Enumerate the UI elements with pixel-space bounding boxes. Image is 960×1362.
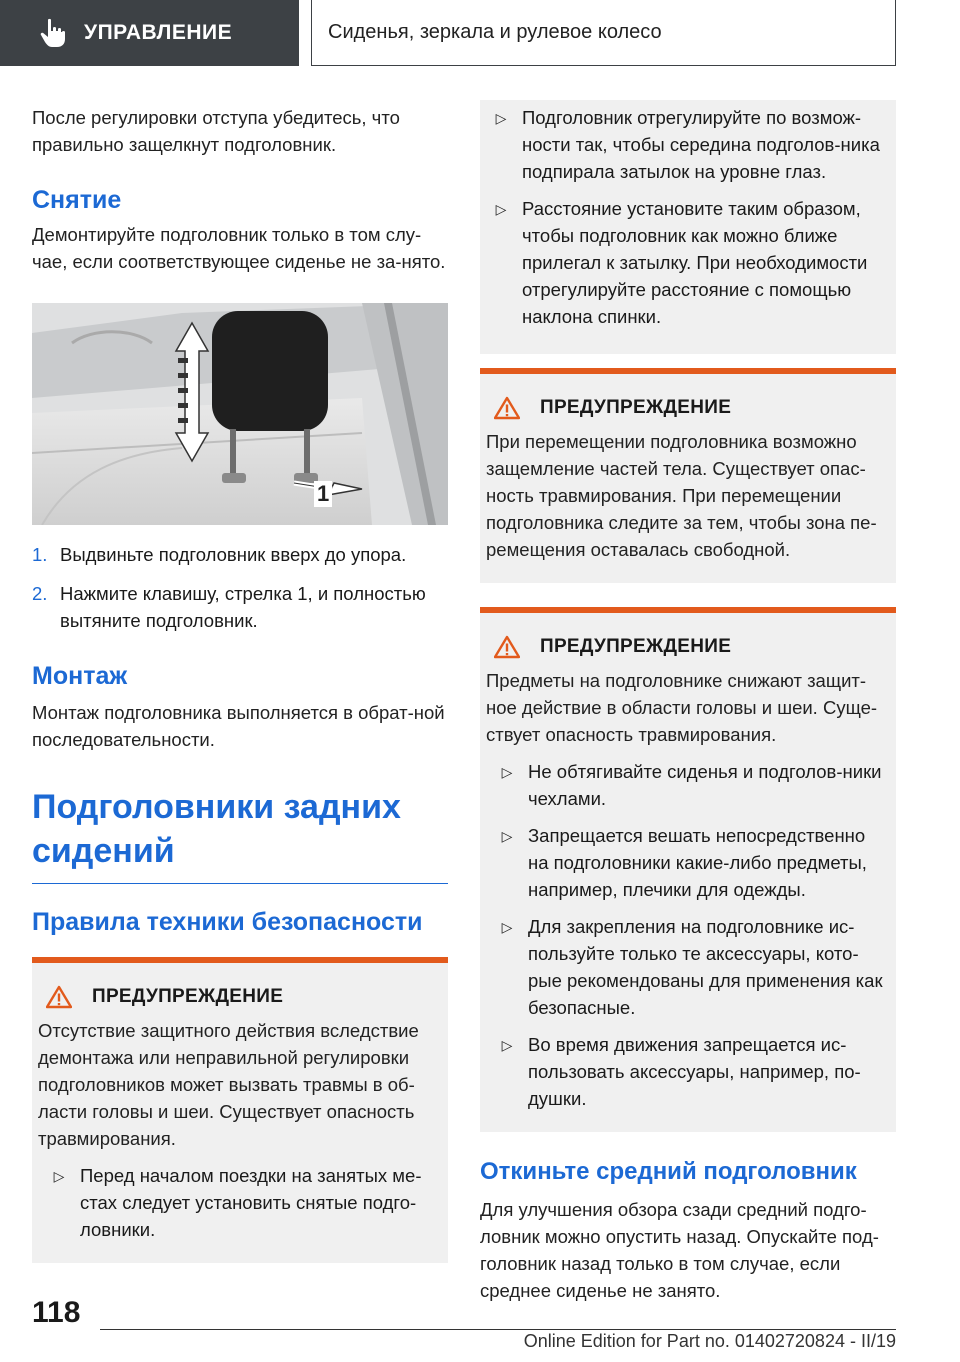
warning-header — [486, 396, 886, 420]
warning-box — [480, 368, 896, 583]
list-item — [486, 913, 886, 1021]
bullet-triangle-icon: ▷ — [501, 1037, 513, 1053]
warning-title: ПРЕДУПРЕЖДЕНИЕ — [92, 986, 284, 1007]
safety-heading: Правила техники безопасности — [32, 908, 423, 936]
list-item — [32, 580, 448, 634]
left-column — [32, 104, 448, 1263]
warning-header — [486, 635, 886, 659]
warning-text: Отсутствие защитного действия вследствие демонтажа или неправильной регулировки подголовников может вызвать травмы в об-ласти головы и шеи. Существует опасность травмирования. — [38, 1020, 419, 1149]
removal-paragraph: Демонтируйте подголовник только в том слу-чае, если соответствующее сиденье не за-нято. — [32, 224, 446, 272]
list-item-text: Во время движения запрещается ис-пользовать аксессуары, например, по-душки. — [528, 1034, 861, 1109]
rear-headrests-heading: Подголовники задних сидений — [32, 788, 401, 870]
section-title: УПРАВЛЕНИЕ — [84, 21, 233, 44]
list-item — [32, 541, 448, 568]
warning-text: При перемещении подголовника возможно защемление частей тела. Существует опас-ность травмирования. При перемещении подголовника следите за тем, чтобы зона пе-ремещения оставалась свободной. — [486, 431, 877, 560]
warning-box — [32, 957, 448, 1263]
tips-box — [480, 100, 896, 354]
step-text: Нажмите клавишу, стрелка 1, и полностью вытяните подголовник. — [60, 583, 426, 631]
list-item-text: Расстояние установите таким образом, чтобы подголовник как можно ближе прилегал к затылку. При необходимости отрегулируйте расстояние с помощью наклона спинки. — [522, 198, 868, 327]
page-number: 118 — [32, 1296, 81, 1329]
headrest-illustration — [32, 303, 448, 525]
warning-box — [480, 607, 896, 1132]
warning-header — [38, 985, 438, 1009]
warning-triangle-icon — [494, 396, 520, 420]
fold-headrest-heading: Откиньте средний подголовник — [480, 1158, 857, 1185]
warning-list — [486, 758, 886, 1112]
list-item-text: Для закрепления на подголовнике ис-пользуйте только те аксессуары, кото-рые рекомендованы для применения как безопасные. — [528, 916, 883, 1018]
list-item-text: Перед началом поездки на занятых ме-стах следует установить снятые подго-ловники. — [80, 1165, 422, 1240]
footer-divider — [100, 1329, 896, 1330]
warning-title: ПРЕДУПРЕЖДЕНИЕ — [540, 397, 732, 418]
bullet-triangle-icon: ▷ — [495, 201, 507, 217]
edition-note: Online Edition for Part no. 01402720824 - II/19 — [523, 1331, 896, 1351]
headrest-photo — [32, 303, 448, 525]
step-text: Выдвиньте подголовник вверх до упора. — [60, 544, 407, 565]
list-item — [486, 758, 886, 812]
mount-paragraph: Монтаж подголовника выполняется в обрат-ной последовательности. — [32, 702, 445, 750]
bullet-triangle-icon: ▷ — [501, 764, 513, 780]
section-tab — [0, 0, 299, 66]
warning-text: Предметы на подголовнике снижают защит-ное действие в области головы и шеи. Суще-ствует опасность травмирования. — [486, 670, 878, 745]
list-item-text: Подголовник отрегулируйте по возмож-ности так, чтобы середина подголов-ника подпирала затылок на уровне глаз. — [522, 107, 880, 182]
right-column — [480, 100, 896, 1304]
mount-heading: Монтаж — [32, 662, 128, 690]
warning-title: ПРЕДУПРЕЖДЕНИЕ — [540, 636, 732, 657]
step-number: 1. — [32, 544, 48, 565]
list-item-text: Не обтягивайте сиденья и подголов-ники чехлами. — [528, 761, 882, 809]
removal-heading: Снятие — [32, 186, 122, 214]
list-item — [486, 822, 886, 903]
fold-headrest-paragraph: Для улучшения обзора сзади средний подго-ловник можно опустить назад. Опускайте под-головник назад только в том случае, если среднее сиденье не занято. — [480, 1199, 879, 1301]
list-item — [480, 100, 886, 185]
warning-triangle-icon — [46, 985, 72, 1009]
bullet-triangle-icon: ▷ — [495, 110, 507, 126]
tips-list — [480, 100, 886, 330]
heading-divider — [32, 883, 448, 884]
chapter-tab — [311, 0, 896, 66]
warning-list — [38, 1162, 438, 1243]
list-item — [480, 195, 886, 330]
list-item — [486, 1031, 886, 1112]
chapter-title: Сиденья, зеркала и рулевое колесо — [328, 21, 662, 43]
bullet-triangle-icon: ▷ — [53, 1168, 65, 1184]
steps-list — [32, 541, 448, 634]
warning-triangle-icon — [494, 635, 520, 659]
bullet-triangle-icon: ▷ — [501, 919, 513, 935]
list-item-text: Запрещается вешать непосредственно на подголовники какие-либо предметы, например, плечики для одежды. — [528, 825, 867, 900]
photo-callout-label: 1 — [314, 481, 332, 507]
bullet-triangle-icon: ▷ — [501, 828, 513, 844]
hand-pointer-icon — [40, 18, 66, 48]
intro-paragraph: После регулировки отступа убедитесь, что правильно защелкнут подголовник. — [32, 107, 400, 155]
list-item — [38, 1162, 438, 1243]
step-number: 2. — [32, 583, 48, 604]
